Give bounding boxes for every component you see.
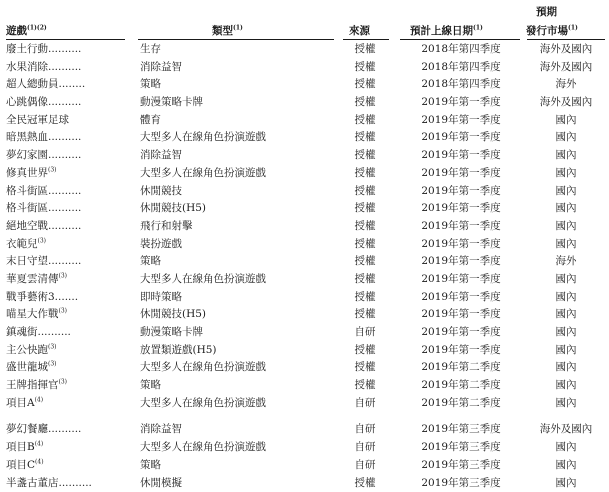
table-row	[0, 289, 609, 307]
source-cell: 授權	[343, 76, 387, 94]
game-name-cell: 格斗街區..........	[6, 183, 126, 201]
market-cell: 國內	[527, 324, 605, 342]
launch-date-cell: 2019年第一季度	[402, 165, 520, 183]
market-cell: 國內	[527, 236, 605, 254]
market-cell: 國內	[527, 129, 605, 147]
launch-date-cell: 2019年第一季度	[402, 112, 520, 130]
market-cell: 國內	[527, 359, 605, 377]
game-type-cell: 策略	[140, 253, 330, 271]
table-row	[0, 342, 609, 360]
game-name-cell: 戰爭藝術3.......	[6, 289, 126, 307]
table-row	[0, 421, 609, 439]
header-market-line1: 預期	[536, 4, 557, 19]
launch-date-cell: 2019年第二季度	[402, 359, 520, 377]
header-type: 類型$^{(1)}$	[212, 23, 243, 38]
game-type-cell: 大型多人在線角色扮演遊戲	[140, 439, 330, 457]
launch-date-cell: 2018年第四季度	[402, 41, 520, 59]
market-cell: 國內	[527, 271, 605, 289]
market-cell: 國內	[527, 475, 605, 492]
table-header	[0, 0, 609, 40]
game-name-cell: 衣範兒$^{(3)}$	[6, 236, 126, 254]
launch-date-cell: 2019年第二季度	[402, 377, 520, 395]
header-rule-market	[527, 39, 605, 40]
header-rule-game	[6, 39, 125, 40]
market-cell: 海外及國內	[527, 59, 605, 77]
game-name-cell: 超人總動員........	[6, 76, 126, 94]
table-row	[0, 59, 609, 77]
source-cell: 授權	[343, 306, 387, 324]
launch-date-cell: 2019年第一季度	[402, 94, 520, 112]
market-cell: 國內	[527, 200, 605, 218]
game-name-cell: 王牌指揮官$^{(3)}$	[6, 377, 126, 395]
launch-date-cell: 2019年第一季度	[402, 306, 520, 324]
game-name-cell: 末日守望..........	[6, 253, 126, 271]
table-row	[0, 439, 609, 457]
market-cell: 國內	[527, 289, 605, 307]
market-cell: 國內	[527, 165, 605, 183]
market-cell: 國內	[527, 395, 605, 413]
launch-date-cell: 2019年第一季度	[402, 183, 520, 201]
header-source: 來源	[349, 23, 370, 38]
launch-date-cell: 2019年第一季度	[402, 218, 520, 236]
game-type-cell: 休閒模擬	[140, 475, 330, 492]
table-body	[0, 41, 609, 492]
table-row	[0, 271, 609, 289]
launch-date-cell: 2019年第三季度	[402, 457, 520, 475]
source-cell: 授權	[343, 147, 387, 165]
market-cell: 海外	[527, 253, 605, 271]
market-cell: 國內	[527, 457, 605, 475]
game-type-cell: 大型多人在線角色扮演遊戲	[140, 271, 330, 289]
source-cell: 自研	[343, 439, 387, 457]
launch-date-cell: 2018年第四季度	[402, 76, 520, 94]
table-row	[0, 359, 609, 377]
header-date: 預計上線日期$^{(1)}$	[410, 23, 483, 38]
game-name-cell: 項目$C^{(4)}$	[6, 457, 126, 475]
game-name-cell: 半盞古董店..........	[6, 475, 126, 492]
game-type-cell: 生存	[140, 41, 330, 59]
game-name-cell: 夢幻餐廳..........	[6, 421, 126, 439]
source-cell: 授權	[343, 236, 387, 254]
market-cell: 國內	[527, 377, 605, 395]
game-type-cell: 策略	[140, 457, 330, 475]
source-cell: 自研	[343, 324, 387, 342]
game-type-cell: 飛行和射擊	[140, 218, 330, 236]
launch-date-cell: 2019年第一季度	[402, 236, 520, 254]
game-name-cell: 修真世界$^{(3)}$	[6, 165, 126, 183]
launch-date-cell: 2019年第一季度	[402, 271, 520, 289]
table-row	[0, 253, 609, 271]
market-cell: 國內	[527, 342, 605, 360]
game-type-cell: 消除益智	[140, 59, 330, 77]
market-cell: 國內	[527, 147, 605, 165]
market-cell: 國內	[527, 439, 605, 457]
game-type-cell: 策略	[140, 377, 330, 395]
market-cell: 國內	[527, 183, 605, 201]
launch-date-cell: 2019年第一季度	[402, 289, 520, 307]
table-row	[0, 200, 609, 218]
launch-date-cell: 2019年第三季度	[402, 439, 520, 457]
source-cell: 授權	[343, 218, 387, 236]
source-cell: 授權	[343, 271, 387, 289]
game-name-cell: 夢幻家園..........	[6, 147, 126, 165]
table-row	[0, 183, 609, 201]
table-row	[0, 147, 609, 165]
source-cell: 授權	[343, 183, 387, 201]
source-cell: 授權	[343, 200, 387, 218]
game-name-cell: 主公快跑$^{(3)}$	[6, 342, 126, 360]
game-type-cell: 裝扮遊戲	[140, 236, 330, 254]
header-rule-source	[343, 39, 389, 40]
table-row	[0, 94, 609, 112]
game-name-cell: 喵星大作戰$^{(3)}$	[6, 306, 126, 324]
table-row	[0, 76, 609, 94]
source-cell: 授權	[343, 112, 387, 130]
game-name-cell: 鎮魂街..........	[6, 324, 126, 342]
table-row	[0, 218, 609, 236]
source-cell: 授權	[343, 475, 387, 492]
game-type-cell: 大型多人在線角色扮演遊戲	[140, 395, 330, 413]
market-cell: 國內	[527, 112, 605, 130]
market-cell: 海外	[527, 76, 605, 94]
game-type-cell: 放置類遊戲(H5)	[140, 342, 330, 360]
table-row	[0, 395, 609, 413]
launch-date-cell: 2019年第二季度	[402, 395, 520, 413]
launch-date-cell: 2019年第一季度	[402, 324, 520, 342]
table-row	[0, 165, 609, 183]
launch-date-cell: 2019年第一季度	[402, 200, 520, 218]
game-name-cell: 項目$A^{(4)}$	[6, 395, 126, 413]
header-market-line2: 發行市場$^{(1)}$	[526, 23, 578, 38]
header-rule-date	[400, 39, 520, 40]
game-name-cell: 絕地空戰..........	[6, 218, 126, 236]
game-type-cell: 動漫策略卡牌	[140, 324, 330, 342]
game-type-cell: 體育	[140, 112, 330, 130]
game-type-cell: 即時策略	[140, 289, 330, 307]
table-row	[0, 457, 609, 475]
game-name-cell: 盛世龍城$^{(3)}$	[6, 359, 126, 377]
header-rule-type	[138, 39, 334, 40]
game-type-cell: 休閒競技(H5)	[140, 200, 330, 218]
source-cell: 自研	[343, 395, 387, 413]
game-name-cell: 格斗街區..........	[6, 200, 126, 218]
market-cell: 國內	[527, 218, 605, 236]
game-type-cell: 休閒競技	[140, 183, 330, 201]
game-type-cell: 策略	[140, 76, 330, 94]
source-cell: 授權	[343, 253, 387, 271]
table-row	[0, 475, 609, 492]
game-name-cell: 心跳偶像..........	[6, 94, 126, 112]
market-cell: 海外及國內	[527, 41, 605, 59]
table-row	[0, 129, 609, 147]
game-name-cell: 廢土行動..........	[6, 41, 126, 59]
launch-date-cell: 2019年第一季度	[402, 147, 520, 165]
game-type-cell: 消除益智	[140, 421, 330, 439]
game-name-cell: 華夏雲清傳$^{(3)}$	[6, 271, 126, 289]
launch-date-cell: 2019年第一季度	[402, 129, 520, 147]
market-cell: 國內	[527, 306, 605, 324]
source-cell: 自研	[343, 421, 387, 439]
source-cell: 授權	[343, 165, 387, 183]
launch-date-cell: 2018年第四季度	[402, 59, 520, 77]
source-cell: 授權	[343, 342, 387, 360]
game-name-cell: 項目$B^{(4)}$	[6, 439, 126, 457]
market-cell: 海外及國內	[527, 94, 605, 112]
source-cell: 授權	[343, 41, 387, 59]
launch-date-cell: 2019年第一季度	[402, 253, 520, 271]
source-cell: 授權	[343, 59, 387, 77]
game-type-cell: 消除益智	[140, 147, 330, 165]
source-cell: 自研	[343, 457, 387, 475]
table-row	[0, 41, 609, 59]
source-cell: 授權	[343, 359, 387, 377]
game-type-cell: 大型多人在線角色扮演遊戲	[140, 165, 330, 183]
table-row	[0, 306, 609, 324]
launch-date-cell: 2019年第一季度	[402, 342, 520, 360]
table-row	[0, 377, 609, 395]
game-type-cell: 動漫策略卡牌	[140, 94, 330, 112]
table-row	[0, 236, 609, 254]
game-type-cell: 大型多人在線角色扮演遊戲	[140, 129, 330, 147]
game-name-cell: 水果消除..........	[6, 59, 126, 77]
game-type-cell: 休閒競技(H5)	[140, 306, 330, 324]
game-type-cell: 大型多人在線角色扮演遊戲	[140, 359, 330, 377]
table-row	[0, 324, 609, 342]
source-cell: 授權	[343, 94, 387, 112]
launch-date-cell: 2019年第三季度	[402, 421, 520, 439]
game-name-cell: 全民冠軍足球	[6, 112, 126, 130]
header-game: 遊戲$^{(1)(2)}$	[6, 23, 47, 38]
source-cell: 授權	[343, 377, 387, 395]
launch-date-cell: 2019年第三季度	[402, 475, 520, 492]
market-cell: 海外及國內	[527, 421, 605, 439]
source-cell: 授權	[343, 129, 387, 147]
source-cell: 授權	[343, 289, 387, 307]
game-name-cell: 暗黑熱血..........	[6, 129, 126, 147]
table-row	[0, 112, 609, 130]
